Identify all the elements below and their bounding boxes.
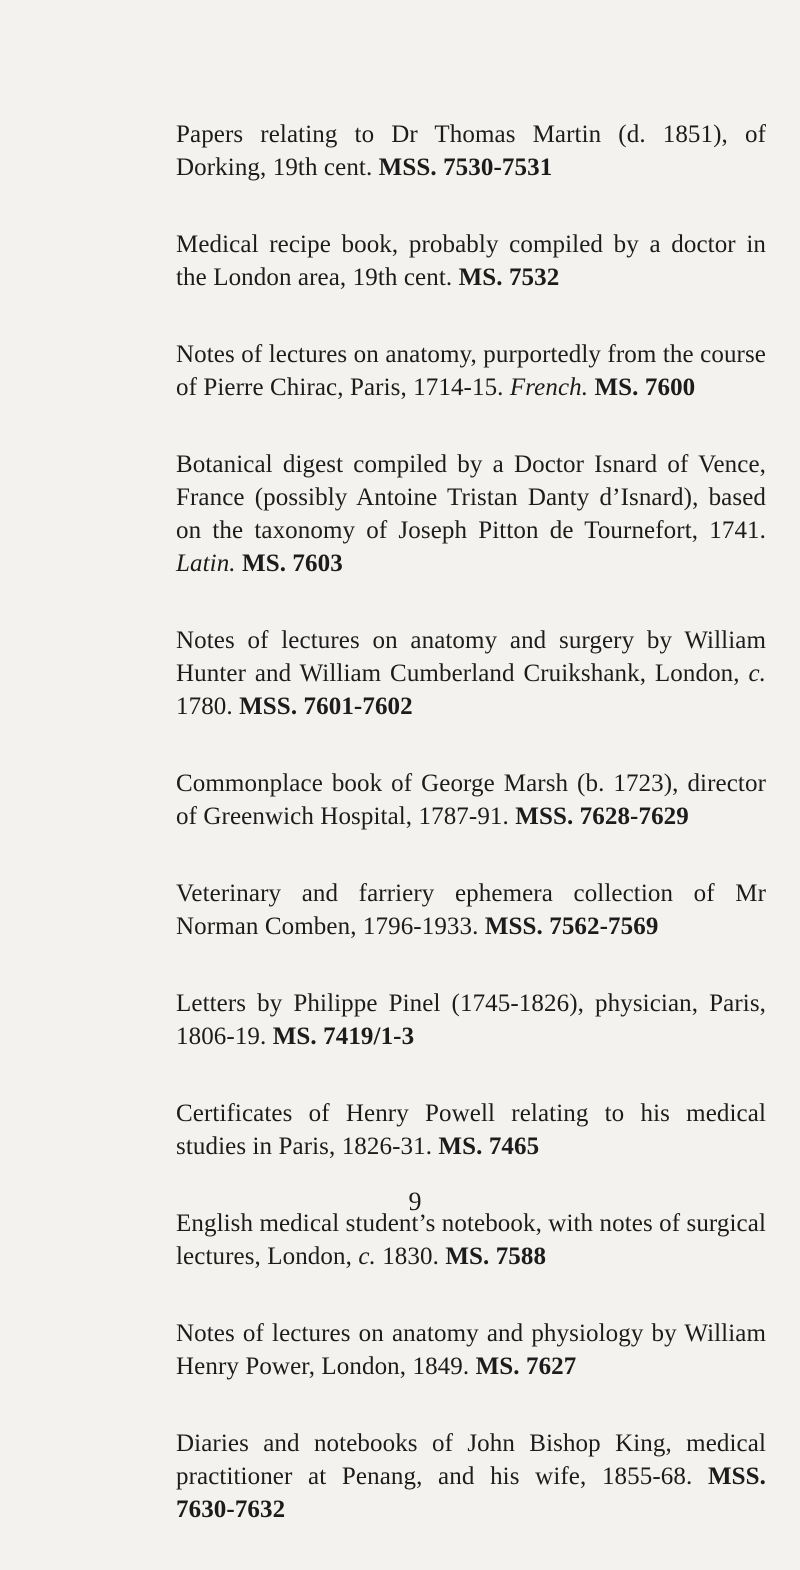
page-number: 9 xyxy=(408,1187,422,1216)
entry-text: Medical recipe book, probably compiled by a doctor in the London area, 19th cent. xyxy=(176,231,766,291)
language-note: Latin. xyxy=(176,550,242,577)
list-item xyxy=(176,1097,766,1163)
entry-text: Certificates of Henry Powell relating to his medical studies in Paris, 1826-31. xyxy=(176,1100,766,1160)
entry-text: Notes of lectures on anatomy and physiology by William Henry Power, London, 1849. xyxy=(176,1320,766,1380)
manuscript-reference: MS. 7603 xyxy=(242,550,343,577)
list-item xyxy=(176,1427,766,1526)
circa-abbreviation: c. xyxy=(748,660,766,687)
list-item xyxy=(176,767,766,833)
manuscript-reference: MSS. 7628-7629 xyxy=(515,803,689,830)
entry-text: English medical student’s notebook, with notes of surgical lectures, London, xyxy=(176,1210,766,1270)
manuscript-reference: MSS. 7530-7531 xyxy=(378,154,553,181)
entry-text: Commonplace book of George Marsh (b. 1723), director of Greenwich Hospital, 1787-91. xyxy=(176,770,766,830)
entry-list xyxy=(176,118,766,1570)
entry-text: Papers relating to Dr Thomas Martin (d. 1851), of Dorking, 19th cent. xyxy=(176,121,766,181)
manuscript-reference: MSS. 7601-7602 xyxy=(239,693,413,720)
circa-abbreviation: c. xyxy=(358,1243,376,1270)
entry-text: Notes of lectures on anatomy and surgery by William Hunter and William Cumberland Cruikshank, London, xyxy=(176,627,766,687)
manuscript-reference: MS. 7600 xyxy=(594,374,696,401)
manuscript-reference: MSS. 7562-7569 xyxy=(484,913,659,940)
manuscript-reference: MSS. 7630-7632 xyxy=(176,1463,766,1523)
manuscript-reference: MS. 7465 xyxy=(438,1133,540,1160)
list-item xyxy=(176,118,766,184)
entry-text: Letters by Philippe Pinel (1745-1826), physician, Paris, 1806-19. xyxy=(176,990,766,1050)
list-item xyxy=(176,877,766,943)
list-item xyxy=(176,624,766,723)
list-item xyxy=(176,338,766,404)
list-item xyxy=(176,228,766,294)
list-item xyxy=(176,448,766,580)
list-item xyxy=(176,1317,766,1383)
manuscript-reference: MS. 7419/1-3 xyxy=(272,1023,415,1050)
entry-text: Veterinary and farriery ephemera collection of Mr Norman Comben, 1796-1933. xyxy=(176,880,766,940)
entry-date: 1780. xyxy=(176,693,240,720)
entry-text: Botanical digest compiled by a Doctor Isnard of Vence, France (possibly Antoine Tristan Danty d’Isnard), based on the taxonomy of Joseph Pitton de Tournefort, 1741. xyxy=(176,451,766,544)
list-item xyxy=(176,987,766,1053)
entry-date: 1830. xyxy=(375,1243,446,1270)
manuscript-reference: MS. 7627 xyxy=(475,1353,577,1380)
entry-text: Notes of lectures on anatomy, purportedly from the course of Pierre Chirac, Paris, 1714-15. xyxy=(176,341,766,401)
manuscript-reference: MS. 7532 xyxy=(458,264,560,291)
manuscript-reference: MS. 7588 xyxy=(445,1243,547,1270)
entry-text: Diaries and notebooks of John Bishop King, medical practitioner at Penang, and his wife, 1855-68. xyxy=(176,1430,766,1490)
language-note: French. xyxy=(509,374,595,401)
